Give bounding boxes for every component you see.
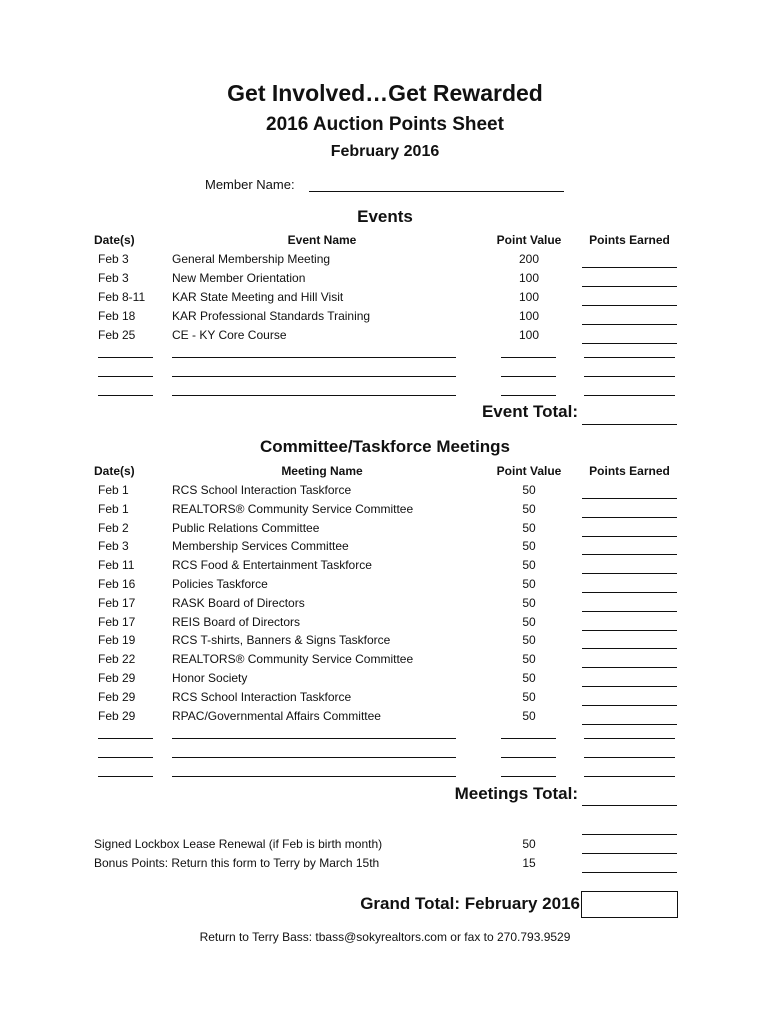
- meetings-row-name: RPAC/Governmental Affairs Committee: [172, 708, 381, 723]
- bonus-return-earned[interactable]: [582, 872, 677, 873]
- meetings-row-date: Feb 29: [98, 671, 136, 685]
- meetings-row-date: Feb 17: [98, 614, 136, 629]
- events-row-value: 100: [518, 328, 540, 342]
- meetings-row-earned-field[interactable]: [582, 724, 677, 725]
- meetings-blank-name[interactable]: [172, 738, 456, 739]
- meetings-row-value: 50: [522, 689, 536, 704]
- meetings-row-value: 50: [522, 539, 536, 554]
- bonus-lockbox-earned[interactable]: [582, 853, 677, 854]
- meetings-blank-earned[interactable]: [584, 776, 675, 777]
- meetings-row-date: Feb 1: [98, 501, 129, 516]
- page-month: February 2016: [330, 143, 440, 160]
- meetings-row-name: Public Relations Committee: [172, 520, 320, 535]
- bonus-return-label: Bonus Points: Return this form to Terry by March 15th: [94, 856, 380, 870]
- event-total-field[interactable]: [582, 424, 677, 425]
- events-blank-value[interactable]: [501, 376, 556, 377]
- events-blank-value[interactable]: [501, 395, 556, 396]
- meetings-row-value: 50: [522, 558, 536, 573]
- events-blank-name[interactable]: [172, 357, 456, 358]
- events-row-earned-field[interactable]: [582, 267, 677, 268]
- meetings-blank-earned[interactable]: [584, 738, 675, 739]
- meetings-col-value: Point Value: [496, 464, 562, 478]
- meetings-row-value: 50: [522, 708, 536, 723]
- events-row-earned-field[interactable]: [582, 305, 677, 306]
- events-row-earned-field[interactable]: [582, 286, 677, 287]
- events-blank-earned[interactable]: [584, 357, 675, 358]
- events-row-date: Feb 18: [98, 309, 136, 323]
- events-row-name: CE - KY Core Course: [172, 328, 287, 342]
- meetings-row-date: Feb 29: [98, 708, 136, 723]
- bonus-return-value: 15: [522, 856, 536, 870]
- meetings-row-value: 50: [522, 633, 536, 648]
- meetings-blank-value[interactable]: [501, 757, 556, 758]
- meetings-row-name: RCS School Interaction Taskforce: [172, 689, 352, 704]
- meetings-blank-name[interactable]: [172, 757, 456, 758]
- meetings-blank-name[interactable]: [172, 776, 456, 777]
- meetings-row-value: 50: [522, 520, 536, 535]
- events-blank-earned[interactable]: [584, 395, 675, 396]
- footer-return-info: Return to Terry Bass: tbass@sokyrealtors.com or fax to 270.793.9529: [199, 930, 571, 944]
- events-row-earned-field[interactable]: [582, 324, 677, 325]
- events-row-date: Feb 8-11: [98, 290, 146, 304]
- meetings-row-earned-field[interactable]: [582, 573, 677, 574]
- events-blank-earned[interactable]: [584, 376, 675, 377]
- meetings-row-date: Feb 17: [98, 595, 136, 610]
- events-row-name: New Member Orientation: [172, 271, 306, 285]
- page-title: Get Involved…Get Rewarded: [227, 80, 543, 106]
- meetings-row-value: 50: [522, 595, 536, 610]
- meetings-col-name: Meeting Name: [281, 464, 363, 478]
- events-col-value: Point Value: [496, 233, 562, 247]
- meetings-total-field[interactable]: [582, 805, 677, 806]
- events-row-value: 200: [518, 252, 540, 266]
- event-total-label: Event Total:: [481, 402, 578, 421]
- events-blank-date[interactable]: [98, 376, 153, 377]
- grand-total-label: Grand Total: February 2016: [360, 894, 580, 913]
- meetings-row-earned-field[interactable]: [582, 498, 677, 499]
- meetings-row-name: Honor Society: [172, 671, 248, 685]
- events-blank-date[interactable]: [98, 357, 153, 358]
- meetings-blank-value[interactable]: [501, 776, 556, 777]
- bonus-blank-line[interactable]: [582, 834, 677, 835]
- meetings-row-name: REALTORS® Community Service Committee: [172, 652, 414, 667]
- events-row-name: KAR Professional Standards Training: [172, 309, 371, 323]
- meetings-row-name: RCS T-shirts, Banners & Signs Taskforce: [172, 633, 391, 648]
- meetings-col-earned: Points Earned: [589, 464, 670, 478]
- events-col-date: Date(s): [94, 233, 135, 247]
- events-col-name: Event Name: [287, 233, 357, 247]
- meetings-blank-earned[interactable]: [584, 757, 675, 758]
- meetings-row-value: 50: [522, 577, 536, 591]
- bonus-lockbox-label: Signed Lockbox Lease Renewal (if Feb is birth month): [94, 837, 383, 851]
- meetings-row-earned-field[interactable]: [582, 536, 677, 537]
- member-name-label: Member Name:: [205, 177, 295, 192]
- meetings-row-earned-field[interactable]: [582, 611, 677, 612]
- events-title: Events: [357, 207, 413, 226]
- meetings-row-name: REALTORS® Community Service Committee: [172, 501, 414, 516]
- meetings-row-value: 50: [522, 501, 536, 516]
- meetings-row-value: 50: [522, 652, 536, 667]
- meetings-row-name: REIS Board of Directors: [172, 614, 301, 629]
- events-row-value: 100: [518, 309, 540, 323]
- meetings-row-value: 50: [522, 671, 536, 685]
- meetings-row-earned-field[interactable]: [582, 705, 677, 706]
- meetings-row-earned-field[interactable]: [582, 686, 677, 687]
- events-row-name: General Membership Meeting: [172, 252, 331, 266]
- meetings-row-earned-field[interactable]: [582, 554, 677, 555]
- meetings-row-date: Feb 1: [98, 483, 129, 497]
- events-blank-name[interactable]: [172, 376, 456, 377]
- meetings-row-earned-field[interactable]: [582, 517, 677, 518]
- meetings-blank-value[interactable]: [501, 738, 556, 739]
- member-name-field[interactable]: [309, 191, 564, 192]
- meetings-row-value: 50: [522, 614, 536, 629]
- meetings-row-date: Feb 2: [98, 520, 129, 535]
- meetings-row-date: Feb 29: [98, 689, 136, 704]
- meetings-row-name: RCS Food & Entertainment Taskforce: [172, 558, 372, 573]
- events-col-earned: Points Earned: [589, 233, 670, 247]
- meetings-total-label: Meetings Total:: [454, 784, 578, 803]
- meetings-row-name: RASK Board of Directors: [172, 595, 305, 610]
- events-row-value: 100: [518, 290, 540, 304]
- events-row-date: Feb 3: [98, 252, 129, 266]
- meetings-blank-date[interactable]: [98, 757, 153, 758]
- grand-total-box[interactable]: [581, 891, 678, 918]
- meetings-blank-date[interactable]: [98, 776, 153, 777]
- events-blank-date[interactable]: [98, 395, 153, 396]
- bonus-lockbox-value: 50: [522, 837, 536, 851]
- meetings-row-value: 50: [522, 483, 536, 497]
- meetings-row-date: Feb 16: [98, 577, 136, 591]
- meetings-row-earned-field[interactable]: [582, 648, 677, 649]
- events-row-value: 100: [518, 271, 540, 285]
- events-row-date: Feb 3: [98, 271, 129, 285]
- meetings-row-earned-field[interactable]: [582, 592, 677, 593]
- meetings-row-name: Policies Taskforce: [172, 577, 268, 591]
- meetings-row-name: Membership Services Committee: [172, 539, 349, 554]
- events-row-earned-field[interactable]: [582, 343, 677, 344]
- events-row-date: Feb 25: [98, 328, 136, 342]
- meetings-row-date: Feb 11: [98, 558, 135, 573]
- events-blank-value[interactable]: [501, 357, 556, 358]
- meetings-row-date: Feb 19: [98, 633, 136, 648]
- meetings-title: Committee/Taskforce Meetings: [259, 437, 511, 456]
- meetings-row-date: Feb 3: [98, 539, 129, 554]
- events-row-name: KAR State Meeting and Hill Visit: [172, 290, 344, 304]
- events-blank-name[interactable]: [172, 395, 456, 396]
- meetings-col-date: Date(s): [94, 464, 135, 478]
- meetings-row-name: RCS School Interaction Taskforce: [172, 483, 352, 497]
- meetings-row-date: Feb 22: [98, 652, 136, 667]
- meetings-row-earned-field[interactable]: [582, 630, 677, 631]
- meetings-row-earned-field[interactable]: [582, 667, 677, 668]
- meetings-blank-date[interactable]: [98, 738, 153, 739]
- page-subtitle: 2016 Auction Points Sheet: [266, 114, 504, 135]
